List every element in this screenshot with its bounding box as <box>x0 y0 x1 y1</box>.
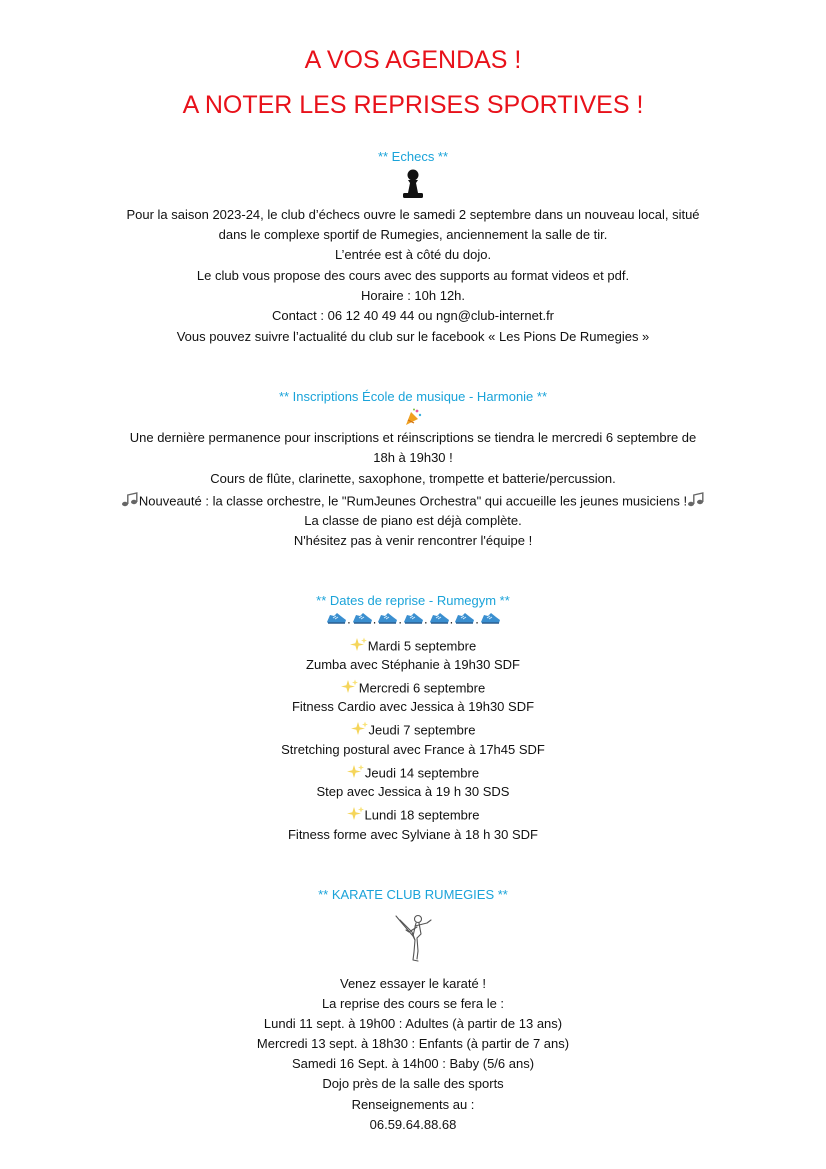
section-heading-musique: ** Inscriptions École de musique - Harmonie ** <box>278 389 548 404</box>
running-shoe-icon <box>453 611 475 629</box>
party-popper-icon <box>0 407 826 432</box>
running-shoe-icon <box>351 611 373 629</box>
gym-day-row-1 <box>0 637 826 657</box>
sparkles-icon <box>351 721 369 741</box>
echecs-text-2: dans le complexe sportif de Rumegies, anciennement la salle de tir. <box>218 227 608 242</box>
gym-detail-5: Fitness forme avec Sylviane à 18 h 30 SDF <box>287 827 538 842</box>
running-shoe-icon <box>402 611 424 629</box>
gym-day-5: Lundi 18 septembre <box>364 807 480 823</box>
page-title-line-2: A NOTER LES REPRISES SPORTIVES ! <box>182 91 644 119</box>
shoe-separator: . <box>449 611 454 627</box>
echecs-text-7: Vous pouvez suivre l’actualité du club sur le facebook « Les Pions De Rumegies » <box>176 329 650 344</box>
running-shoe-icon <box>479 611 501 629</box>
shoe-separator: . <box>424 611 428 627</box>
gym-day-row-5 <box>0 806 826 826</box>
running-shoe-icon <box>325 611 347 629</box>
musique-text-6: N'hésitez pas à venir rencontrer l'équipe ! <box>293 533 533 548</box>
karate-kick-icon <box>0 910 826 969</box>
shoe-separator: . <box>475 611 479 627</box>
karate-text-1: Venez essayer le karaté ! <box>340 976 486 991</box>
musique-text-3: Cours de flûte, clarinette, saxophone, trompette et batterie/percussion. <box>210 471 616 486</box>
karate-text-3: Lundi 11 sept. à 19h00 : Adultes (à partir de 13 ans) <box>263 1016 563 1031</box>
running-shoe-icon <box>428 611 450 629</box>
section-heading-gym: ** Dates de reprise - Rumegym ** <box>316 593 510 608</box>
echecs-text-1: Pour la saison 2023-24, le club d’échecs ouvre le samedi 2 septembre dans un nouveau local, situé <box>126 207 700 222</box>
sparkles-icon <box>347 764 365 784</box>
karate-text-8: 06.59.64.88.68 <box>369 1117 457 1132</box>
gym-day-row-2 <box>0 679 826 699</box>
gym-detail-4: Step avec Jessica à 19 h 30 SDS <box>316 784 510 799</box>
gym-day-1: Mardi 5 septembre <box>367 638 477 654</box>
gym-day-row-4 <box>0 764 826 784</box>
echecs-text-6: Contact : 06 12 40 49 44 ou ngn@club-internet.fr <box>271 308 555 323</box>
music-notes-icon <box>121 492 139 512</box>
karate-text-6: Dojo près de la salle des sports <box>322 1076 504 1091</box>
echecs-text-5: Horaire : 10h 12h. <box>360 288 466 303</box>
section-heading-echecs: ** Echecs ** <box>377 149 449 164</box>
gym-detail-3: Stretching postural avec France à 17h45 SDF <box>281 742 545 757</box>
shoe-separator: . <box>347 611 351 627</box>
karate-text-2: La reprise des cours se fera le : <box>321 996 505 1011</box>
page-title-line-1: A VOS AGENDAS ! <box>304 46 522 74</box>
gym-detail-1: Zumba avec Stéphanie à 19h30 SDF <box>306 657 520 672</box>
sparkles-icon <box>350 637 368 657</box>
sparkles-icon <box>341 679 359 699</box>
music-notes-icon <box>687 492 705 512</box>
musique-text-1: Une dernière permanence pour inscriptions et réinscriptions se tiendra le mercredi 6 septembre de <box>129 430 697 445</box>
musique-text-2: 18h à 19h30 ! <box>373 450 453 465</box>
musique-text-4: Nouveauté : la classe orchestre, le "RumJeunes Orchestra" qui accueille les jeunes musiciens ! <box>138 493 688 509</box>
gym-day-row-3 <box>0 721 826 741</box>
gym-day-4: Jeudi 14 septembre <box>364 765 480 781</box>
musique-text-5: La classe de piano est déjà complète. <box>304 513 522 528</box>
karate-text-7: Renseignements au : <box>351 1097 475 1112</box>
running-shoes-row <box>0 611 826 629</box>
gym-detail-2: Fitness Cardio avec Jessica à 19h30 SDF <box>291 699 535 714</box>
sparkles-icon <box>347 806 365 826</box>
karate-text-5: Samedi 16 Sept. à 14h00 : Baby (5/6 ans) <box>291 1056 535 1071</box>
karate-text-4: Mercredi 13 sept. à 18h30 : Enfants (à partir de 7 ans) <box>256 1036 570 1051</box>
chess-pawn-icon <box>0 168 826 205</box>
section-heading-karate: ** KARATE CLUB RUMEGIES ** <box>318 887 508 902</box>
shoe-separator: . <box>372 611 377 627</box>
running-shoe-icon <box>376 611 398 629</box>
gym-day-3: Jeudi 7 septembre <box>368 722 476 738</box>
shoe-separator: . <box>398 611 402 627</box>
echecs-text-4: Le club vous propose des cours avec des supports au format videos et pdf. <box>196 268 630 283</box>
gym-day-2: Mercredi 6 septembre <box>358 680 486 696</box>
musique-text-4-row <box>0 492 826 512</box>
echecs-text-3: L’entrée est à côté du dojo. <box>334 247 492 262</box>
